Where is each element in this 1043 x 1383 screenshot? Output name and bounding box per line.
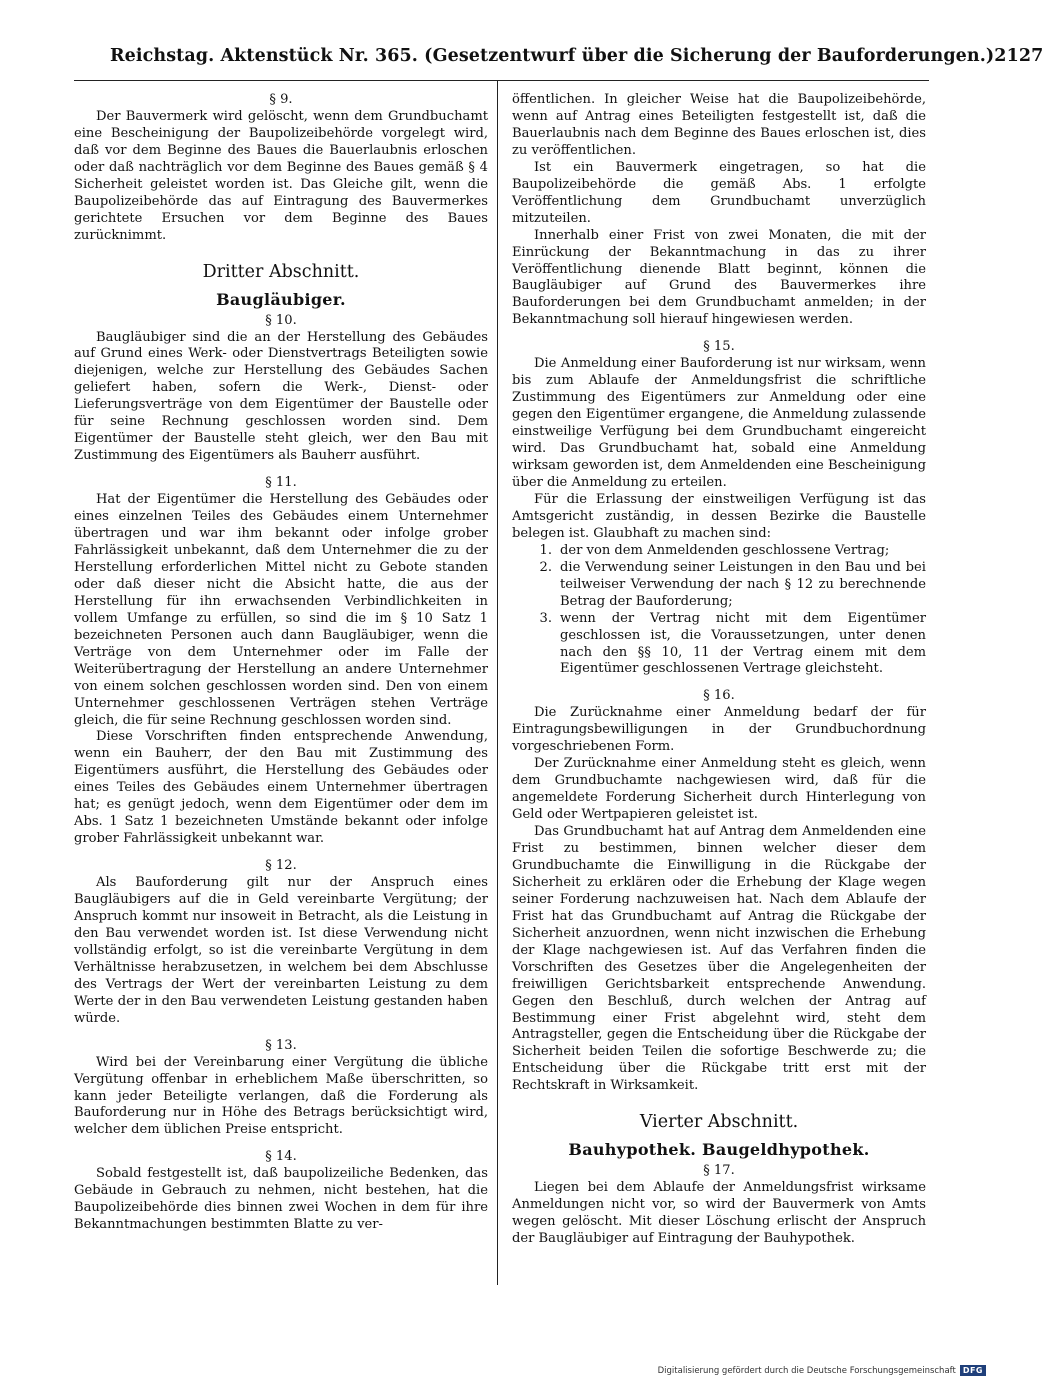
paragraph: Die Anmeldung einer Bauforderung ist nur wirksam, wenn bis zum Ablaufe der Anmeldungsfrist die schriftliche Zustimmung des Eigentümers zur Anmeldung oder eine gegen den Eigentümer ergangene, die Anmeldung zulassende einstweilige Verfügung bei dem Grundbuchamt eingereicht wird. Das Grundbuchamt hat, sobald eine Anmeldung wirksam geworden ist, dem Anmeldenden eine Bescheinigung über die Anmeldung zu erteilen. — [512, 356, 926, 490]
numbered-list — [512, 543, 926, 679]
section-heading-17: § 17. — [703, 1163, 735, 1179]
left-column — [74, 92, 488, 1234]
list-item-number: 1. — [539, 542, 552, 558]
section-heading-15: § 15. — [703, 339, 735, 355]
right-column — [512, 92, 926, 1248]
paragraph: Für die Erlassung der einstweiligen Verfügung ist das Amtsgericht zuständig, in dessen Bezirke die Baustelle belegen ist. Glaubhaft zu machen sind: — [512, 491, 926, 541]
footer-credit — [658, 1365, 986, 1376]
list-item — [512, 543, 926, 560]
paragraph: Baugläubiger sind die an der Herstellung des Gebäudes auf Grund eines Werk- oder Dienstvertrags Beteiligten sowie diejenigen, welche zur Herstellung des Gebäudes Sachen geliefert haben, sofern die Werk-, Dienst- oder Lieferungsverträge von dem Eigentümer der Baustelle oder für seine Rechnung geschlossen worden sind. Dem Eigentümer der Baustelle steht gleich, wer den Bau mit Zustimmung des Eigentümers als Bauherr ausführt. — [74, 329, 488, 464]
paragraph: Sobald festgestellt ist, daß baupolizeiliche Bedenken, das Gebäude in Gebrauch zu nehmen, nicht bestehen, hat die Baupolizeibehörde dies binnen zwei Wochen in dem für ihre Bekanntmachungen bestimmten Blatte zu ver- — [74, 1166, 488, 1233]
paragraph: Als Bauforderung gilt nur der Anspruch eines Baugläubigers auf die in Geld vereinbarte Vergütung; der Anspruch kommt nur insoweit in Betracht, als die Leistung in den Bau verwendet worden ist. Ist diese Verwendung nicht vollständig erfolgt, so ist die vereinbarte Vergütung in dem Verhältnisse herabzusetzen, in welchem bei dem Abschlusse des Vertrags der Wert der vereinbarten Leistung zu dem Werte der in den Bau verwendeten Leistung gestanden haben würde. — [74, 875, 488, 1026]
list-item-text: die Verwendung seiner Leistungen in den Bau und bei teilweiser Verwendung der nach § 12 zu berechnende Betrag der Bauforderung; — [560, 559, 926, 609]
section-heading-16: § 16. — [703, 688, 735, 704]
paragraph: öffentlichen. In gleicher Weise hat die Baupolizeibehörde, wenn auf Antrag eines Beteiligten festgestellt ist, daß die Bauerlaubnis nach dem Beginne des Baues erloschen ist, dies zu veröffentlichen. — [512, 92, 926, 158]
section-heading-12: § 12. — [265, 858, 297, 874]
paragraph: Ist ein Bauvermerk eingetragen, so hat die Baupolizeibehörde die gemäß Abs. 1 erfolgte Veröffentlichung dem Grundbuchamt unverzüglich mitzuteilen. — [512, 159, 926, 226]
part-heading-4: Vierter Abschnitt. — [639, 1112, 799, 1133]
running-title: Reichstag. Aktenstück Nr. 365. (Gesetzentwurf über die Sicherung der Bauforderungen.) — [110, 46, 995, 66]
list-item — [512, 560, 926, 611]
section-heading-11: § 11. — [265, 475, 297, 491]
paragraph: Hat der Eigentümer die Herstellung des Gebäudes oder eines einzelnen Teiles des Gebäudes einem Unternehmer übertragen und war ihm bekannt oder infolge grober Fahrlässigkeit unbekannt, daß dem Unternehmer die zu der Herstellung erforderlichen Mittel nicht zu Gebote standen oder daß dieser nicht die Absicht hatte, die aus der Herstellung für ihn erwachsenden Verbindlichkeiten in vollem Umfange zu erfüllen, so sind die im § 10 Satz 1 bezeichneten Personen auch dann Baugläubiger, wenn die Verträge von dem Unternehmer oder im Falle der Weiterübertragung der Herstellung an andere Unternehmer von einem solchen geschlossen worden sind. Den von einem Unternehmer geschlossenen Verträgen stehen Verträge gleich, die für seine Rechnung geschlossen worden sind. — [74, 492, 488, 728]
page-number: 2127 — [994, 46, 1043, 66]
paragraph: Der Zurücknahme einer Anmeldung steht es gleich, wenn dem Grundbuchamte nachgewiesen wird, daß für die angemeldete Forderung Sicherheit durch Hinterlegung von Geld oder Wertpapieren geleistet ist. — [512, 756, 926, 823]
footer-text: Digitalisierung gefördert durch die Deutsche Forschungsgemeinschaft — [657, 1365, 956, 1376]
part-heading-3: Dritter Abschnitt. — [202, 261, 360, 282]
list-item-text: wenn der Vertrag nicht mit dem Eigentümer geschlossen ist, die Voraussetzungen, unter denen nach den §§ 10, 11 der Vertrag einem mit dem Eigentümer geschlossenen Vertrage gleichsteht. — [560, 610, 926, 677]
list-item — [512, 611, 926, 679]
header-rule — [74, 80, 929, 81]
page-header — [110, 46, 1043, 80]
paragraph: Der Bauvermerk wird gelöscht, wenn dem Grundbuchamt eine Bescheinigung der Baupolizeibehörde vorgelegt wird, daß vor dem Beginne des Baues die Bauerlaubnis erloschen oder daß nachträglich vor dem Beginne des Baues gemäß § 4 Sicherheit geleistet worden ist. Das Gleiche gilt, wenn die Baupolizeibehörde das auf Eintragung des Bauvermerkes gerichtete Ersuchen vor dem Beginne des Baues zurücknimmt. — [74, 108, 488, 243]
paragraph: Liegen bei dem Ablaufe der Anmeldungsfrist wirksame Anmeldungen nicht vor, so wird der Bauvermerk von Amts wegen gelöscht. Mit dieser Löschung erlischt der Anspruch der Baugläubiger auf Eintragung der Bauhypothek. — [512, 1180, 926, 1247]
list-item-text: der von dem Anmeldenden geschlossene Vertrag; — [560, 542, 890, 558]
paragraph: Die Zurücknahme einer Anmeldung bedarf der für Eintragungsbewilligungen in der Grundbuchordnung vorgeschriebenen Form. — [512, 705, 926, 755]
paragraph: Wird bei der Vereinbarung einer Vergütung die übliche Vergütung offenbar in erheblichem Maße überschritten, so kann jeder Beteiligte verlangen, daß die Forderung als Bauforderung nur in Höhe des Betrags berücksichtigt wird, welcher dem üblichen Preise entspricht. — [74, 1054, 488, 1138]
part-title-3: Baugläubiger. — [216, 289, 346, 309]
paragraph: Das Grundbuchamt hat auf Antrag dem Anmeldenden eine Frist zu bestimmen, binnen welcher dieser dem Grundbuchamte die Einwilligung in die Rückgabe der Sicherheit zu erklären oder die Erhebung der Klage wegen seiner Forderung nachzuweisen hat. Nach dem Ablaufe der Frist hat das Grundbuchamt auf Antrag die Rückgabe der Sicherheit anzuordnen, wenn nicht inzwischen die Erhebung der Klage nachgewiesen ist. Auf das Verfahren finden die Vorschriften des Gesetzes über die Angelegenheiten der freiwilligen Gerichtsbarkeit entsprechende Anwendung. Gegen den Beschluß, durch welchen der Antrag auf Bestimmung einer Frist abgelehnt wird, steht dem Antragsteller, gegen die Entscheidung über die Rückgabe der Sicherheit beiden Teilen die sofortige Beschwerde zu; die Entscheidung über die Rückgabe tritt erst mit der Rechtskraft in Wirksamkeit. — [512, 824, 926, 1094]
list-item-number: 3. — [539, 610, 552, 626]
section-heading-14: § 14. — [265, 1149, 297, 1165]
list-item-number: 2. — [539, 559, 552, 575]
part-title-4: Bauhypothek. Baugeldhypothek. — [568, 1140, 870, 1160]
dfg-logo-icon: DFG — [960, 1365, 986, 1376]
section-heading-13: § 13. — [265, 1037, 297, 1053]
section-heading-9: § 9. — [269, 92, 293, 107]
column-divider — [497, 80, 498, 1285]
paragraph: Innerhalb einer Frist von zwei Monaten, die mit der Einrückung der Bekanntmachung in das zu ihrer Veröffentlichung dienende Blatt beginnt, können die Baugläubiger auf Grund des Bauvermerkes ihre Bauforderungen bei dem Grundbuchamt anmelden; in der Bekanntmachung soll hierauf hingewiesen werden. — [512, 227, 926, 328]
section-heading-10: § 10. — [265, 312, 297, 328]
paragraph: Diese Vorschriften finden entsprechende Anwendung, wenn ein Bauherr, der den Bau mit Zustimmung des Eigentümers ausführt, die Herstellung des Gebäudes oder eines Teiles des Gebäudes einem Unternehmer übertragen hat; es genügt jedoch, wenn dem Eigentümer oder dem im Abs. 1 Satz 1 bezeichneten Umstände bekannt oder infolge grober Fahrlässigkeit unbekannt war. — [74, 729, 488, 847]
